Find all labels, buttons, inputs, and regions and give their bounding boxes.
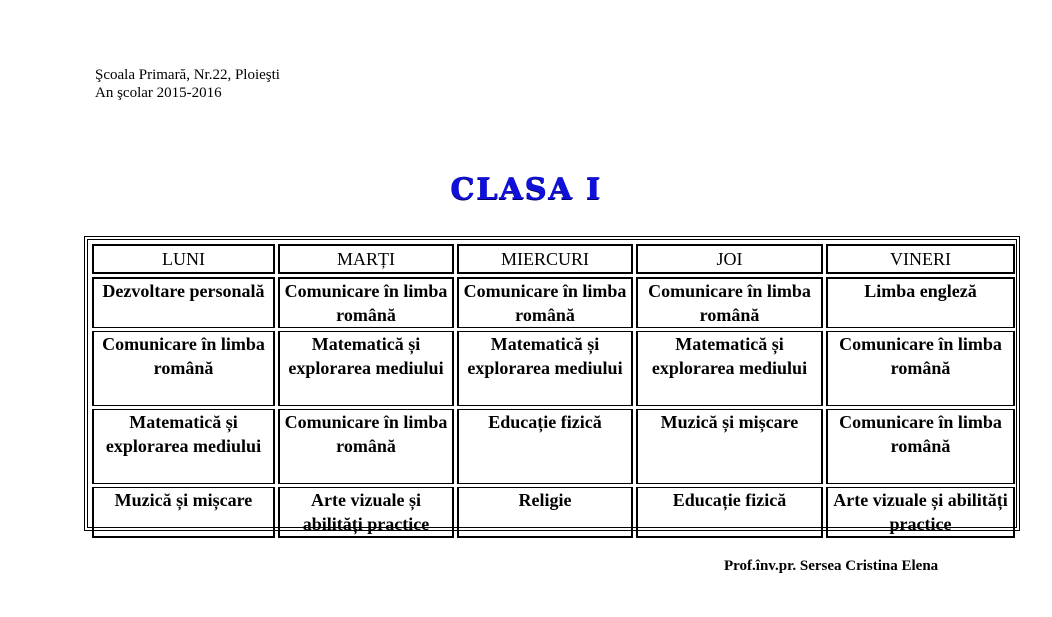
day-header-friday: VINERI bbox=[826, 244, 1015, 274]
day-header-row bbox=[92, 244, 1015, 274]
subject-cell: Limba engleză bbox=[826, 277, 1015, 328]
document-header bbox=[95, 66, 280, 102]
subject-cell: Matematică și explorarea mediului bbox=[92, 409, 275, 484]
class-title: CLASA I bbox=[450, 172, 602, 207]
subject-cell: Comunicare în limba română bbox=[826, 409, 1015, 484]
table-row bbox=[92, 331, 1015, 406]
subject-cell: Comunicare în limba română bbox=[92, 331, 275, 406]
subject-cell: Matematică și explorarea mediului bbox=[278, 331, 454, 406]
author-signature: Prof.înv.pr. Sersea Cristina Elena bbox=[724, 558, 939, 574]
subject-cell: Comunicare în limba română bbox=[278, 409, 454, 484]
school-name: Şcoala Primară, Nr.22, Ploieşti bbox=[95, 67, 280, 83]
day-header-wednesday: MIERCURI bbox=[457, 244, 633, 274]
subject-cell: Religie bbox=[457, 487, 633, 538]
schedule-table bbox=[89, 241, 1018, 541]
subject-cell: Comunicare în limba română bbox=[826, 331, 1015, 406]
subject-cell: Matematică și explorarea mediului bbox=[457, 331, 633, 406]
subject-cell: Dezvoltare personală bbox=[92, 277, 275, 328]
subject-cell: Comunicare în limba română bbox=[278, 277, 454, 328]
subject-cell: Educație fizică bbox=[457, 409, 633, 484]
subject-cell: Educație fizică bbox=[636, 487, 823, 538]
subject-cell: Muzică și mișcare bbox=[636, 409, 823, 484]
table-row bbox=[92, 409, 1015, 484]
day-header-monday: LUNI bbox=[92, 244, 275, 274]
subject-cell: Arte vizuale și abilități practice bbox=[826, 487, 1015, 538]
subject-cell: Muzică și mișcare bbox=[92, 487, 275, 538]
school-year: An şcolar 2015-2016 bbox=[95, 85, 222, 101]
subject-cell: Comunicare în limba română bbox=[457, 277, 633, 328]
day-header-thursday: JOI bbox=[636, 244, 823, 274]
table-row bbox=[92, 487, 1015, 538]
table-row bbox=[92, 277, 1015, 328]
schedule-frame bbox=[84, 236, 1020, 534]
day-header-tuesday: MARȚI bbox=[278, 244, 454, 274]
subject-cell: Comunicare în limba română bbox=[636, 277, 823, 328]
subject-cell: Arte vizuale și abilități practice bbox=[278, 487, 454, 538]
subject-cell: Matematică și explorarea mediului bbox=[636, 331, 823, 406]
